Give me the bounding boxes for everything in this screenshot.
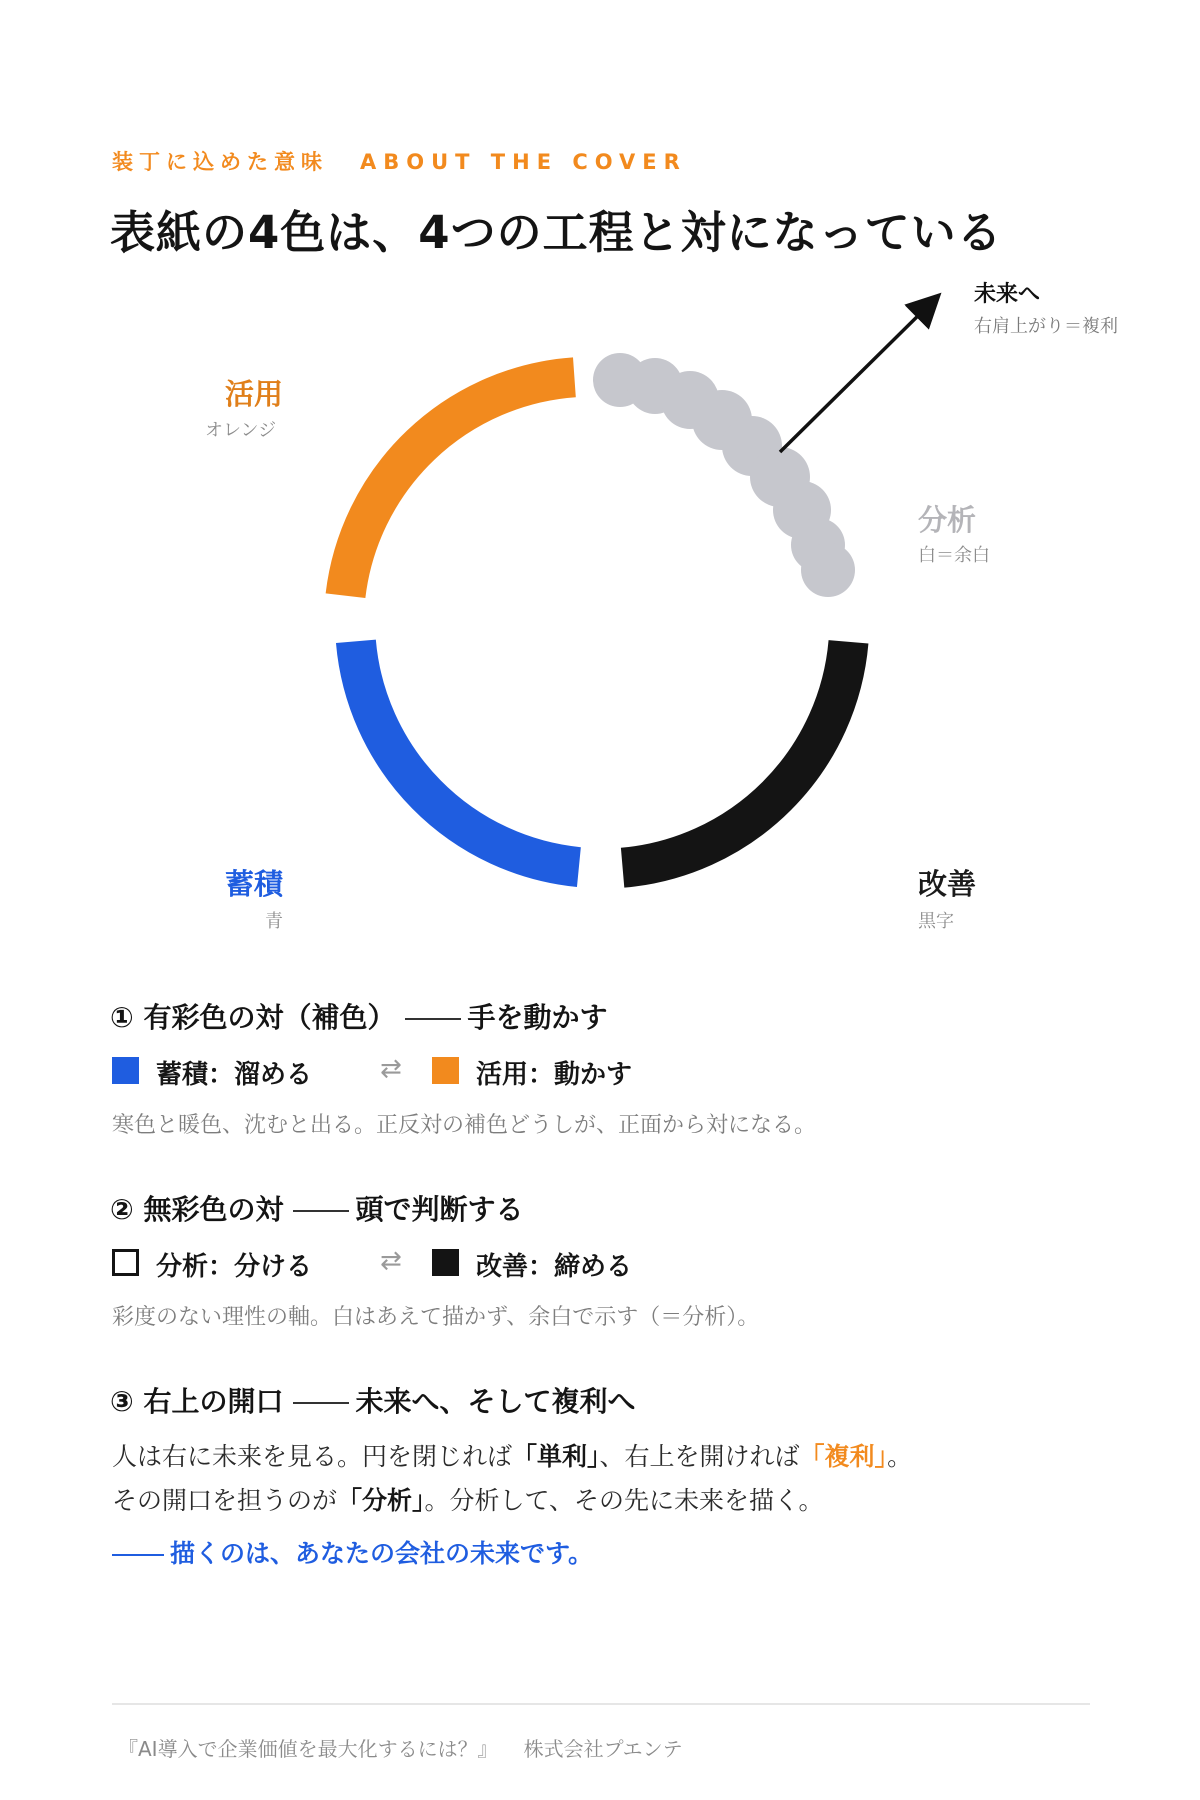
body-text: 。分析して、その先に未来を描く。 [424, 1486, 824, 1515]
section-3-line-1 [112, 1437, 912, 1473]
closing-text: 描くのは、あなたの会社の未来です。 [170, 1539, 594, 1568]
body-text: その開口を担うのが [112, 1486, 338, 1515]
ring-segment-katsuyou [346, 377, 575, 595]
ring-segment-kaizen [623, 642, 849, 868]
four-color-ring-diagram [0, 250, 1200, 970]
emphasis-fukuri: 「複利」 [799, 1442, 888, 1471]
swatch-orange [432, 1057, 459, 1084]
sub-katsuyou: オレンジ [205, 420, 277, 441]
closing-dash [112, 1554, 164, 1556]
section-2-subtitle: 頭で判断する [355, 1193, 524, 1226]
section-2-number: ② [110, 1193, 134, 1226]
body-text: 。 [887, 1442, 913, 1471]
section-1-title: 有彩色の対（補色） [143, 1001, 396, 1034]
ring-segment-bunseki [593, 353, 855, 597]
future-label: 未来へ [974, 282, 1041, 307]
eyebrow [112, 146, 687, 176]
label-kaizen: 改善 [918, 867, 977, 901]
heading-dash [405, 1018, 461, 1020]
ring-segment-chikuseki [356, 641, 579, 867]
swap-arrow-icon: ⇄ [380, 1054, 402, 1084]
closing-line [112, 1534, 593, 1570]
section-1-subtitle: 手を動かす [467, 1001, 608, 1034]
swatch-white [112, 1249, 139, 1276]
footer-book-title: 『AI導入で企業価値を最大化するには？』 [118, 1737, 498, 1761]
pair-right-text: 活用：動かす [476, 1060, 633, 1090]
section-2-title: 無彩色の対 [143, 1193, 284, 1226]
section-2-pair [112, 1246, 712, 1280]
sub-kaizen: 黒字 [918, 911, 954, 932]
emphasis-bunseki: 「分析」 [337, 1486, 425, 1515]
eyebrow-en: ABOUT THE COVER [360, 150, 687, 174]
section-2-description: 彩度のない理性の軸。白はあえて描かず、余白で示す（＝分析）。 [112, 1305, 760, 1330]
section-3-subtitle: 未来へ、そして複利へ [355, 1385, 636, 1418]
section-3-title: 右上の開口 [143, 1385, 284, 1418]
swatch-black [432, 1249, 459, 1276]
pair-left-text: 蓄積：溜める [156, 1060, 313, 1090]
section-2-heading [110, 1188, 524, 1228]
pair-left-text: 分析：分ける [156, 1252, 313, 1282]
swatch-blue [112, 1057, 139, 1084]
footer [118, 1733, 683, 1762]
footer-company: 株式会社プエンテ [523, 1737, 683, 1761]
emphasis-tanri: 「単利」 [512, 1442, 600, 1471]
label-chikuseki: 蓄積 [225, 867, 284, 901]
sub-chikuseki: 青 [265, 911, 283, 932]
section-3-number: ③ [110, 1385, 134, 1418]
section-3-heading [110, 1380, 636, 1420]
label-bunseki: 分析 [918, 503, 977, 537]
body-text: 人は右に未来を見る。円を閉じれば [112, 1442, 513, 1471]
swap-arrow-icon: ⇄ [380, 1246, 402, 1276]
section-1-pair [112, 1054, 712, 1088]
pair-right-text: 改善：締める [476, 1252, 633, 1282]
heading-dash [293, 1210, 349, 1212]
label-katsuyou: 活用 [225, 377, 284, 411]
future-sub: 右肩上がり＝複利 [974, 316, 1118, 337]
section-3-line-2 [112, 1481, 824, 1517]
sub-bunseki: 白＝余白 [918, 545, 990, 566]
section-1-number: ① [110, 1001, 134, 1034]
eyebrow-jp: 装丁に込めた意味 [112, 150, 328, 174]
future-arrow [780, 300, 934, 452]
heading-dash [293, 1402, 349, 1404]
section-1-description: 寒色と暖色、沈むと出る。正反対の補色どうしが、正面から対になる。 [112, 1113, 817, 1138]
section-1-heading [110, 996, 608, 1036]
body-text: 、右上を開ければ [599, 1442, 800, 1471]
footer-divider [112, 1703, 1090, 1705]
page-title: 表紙の4色は、4つの工程と対になっている [110, 206, 1003, 259]
